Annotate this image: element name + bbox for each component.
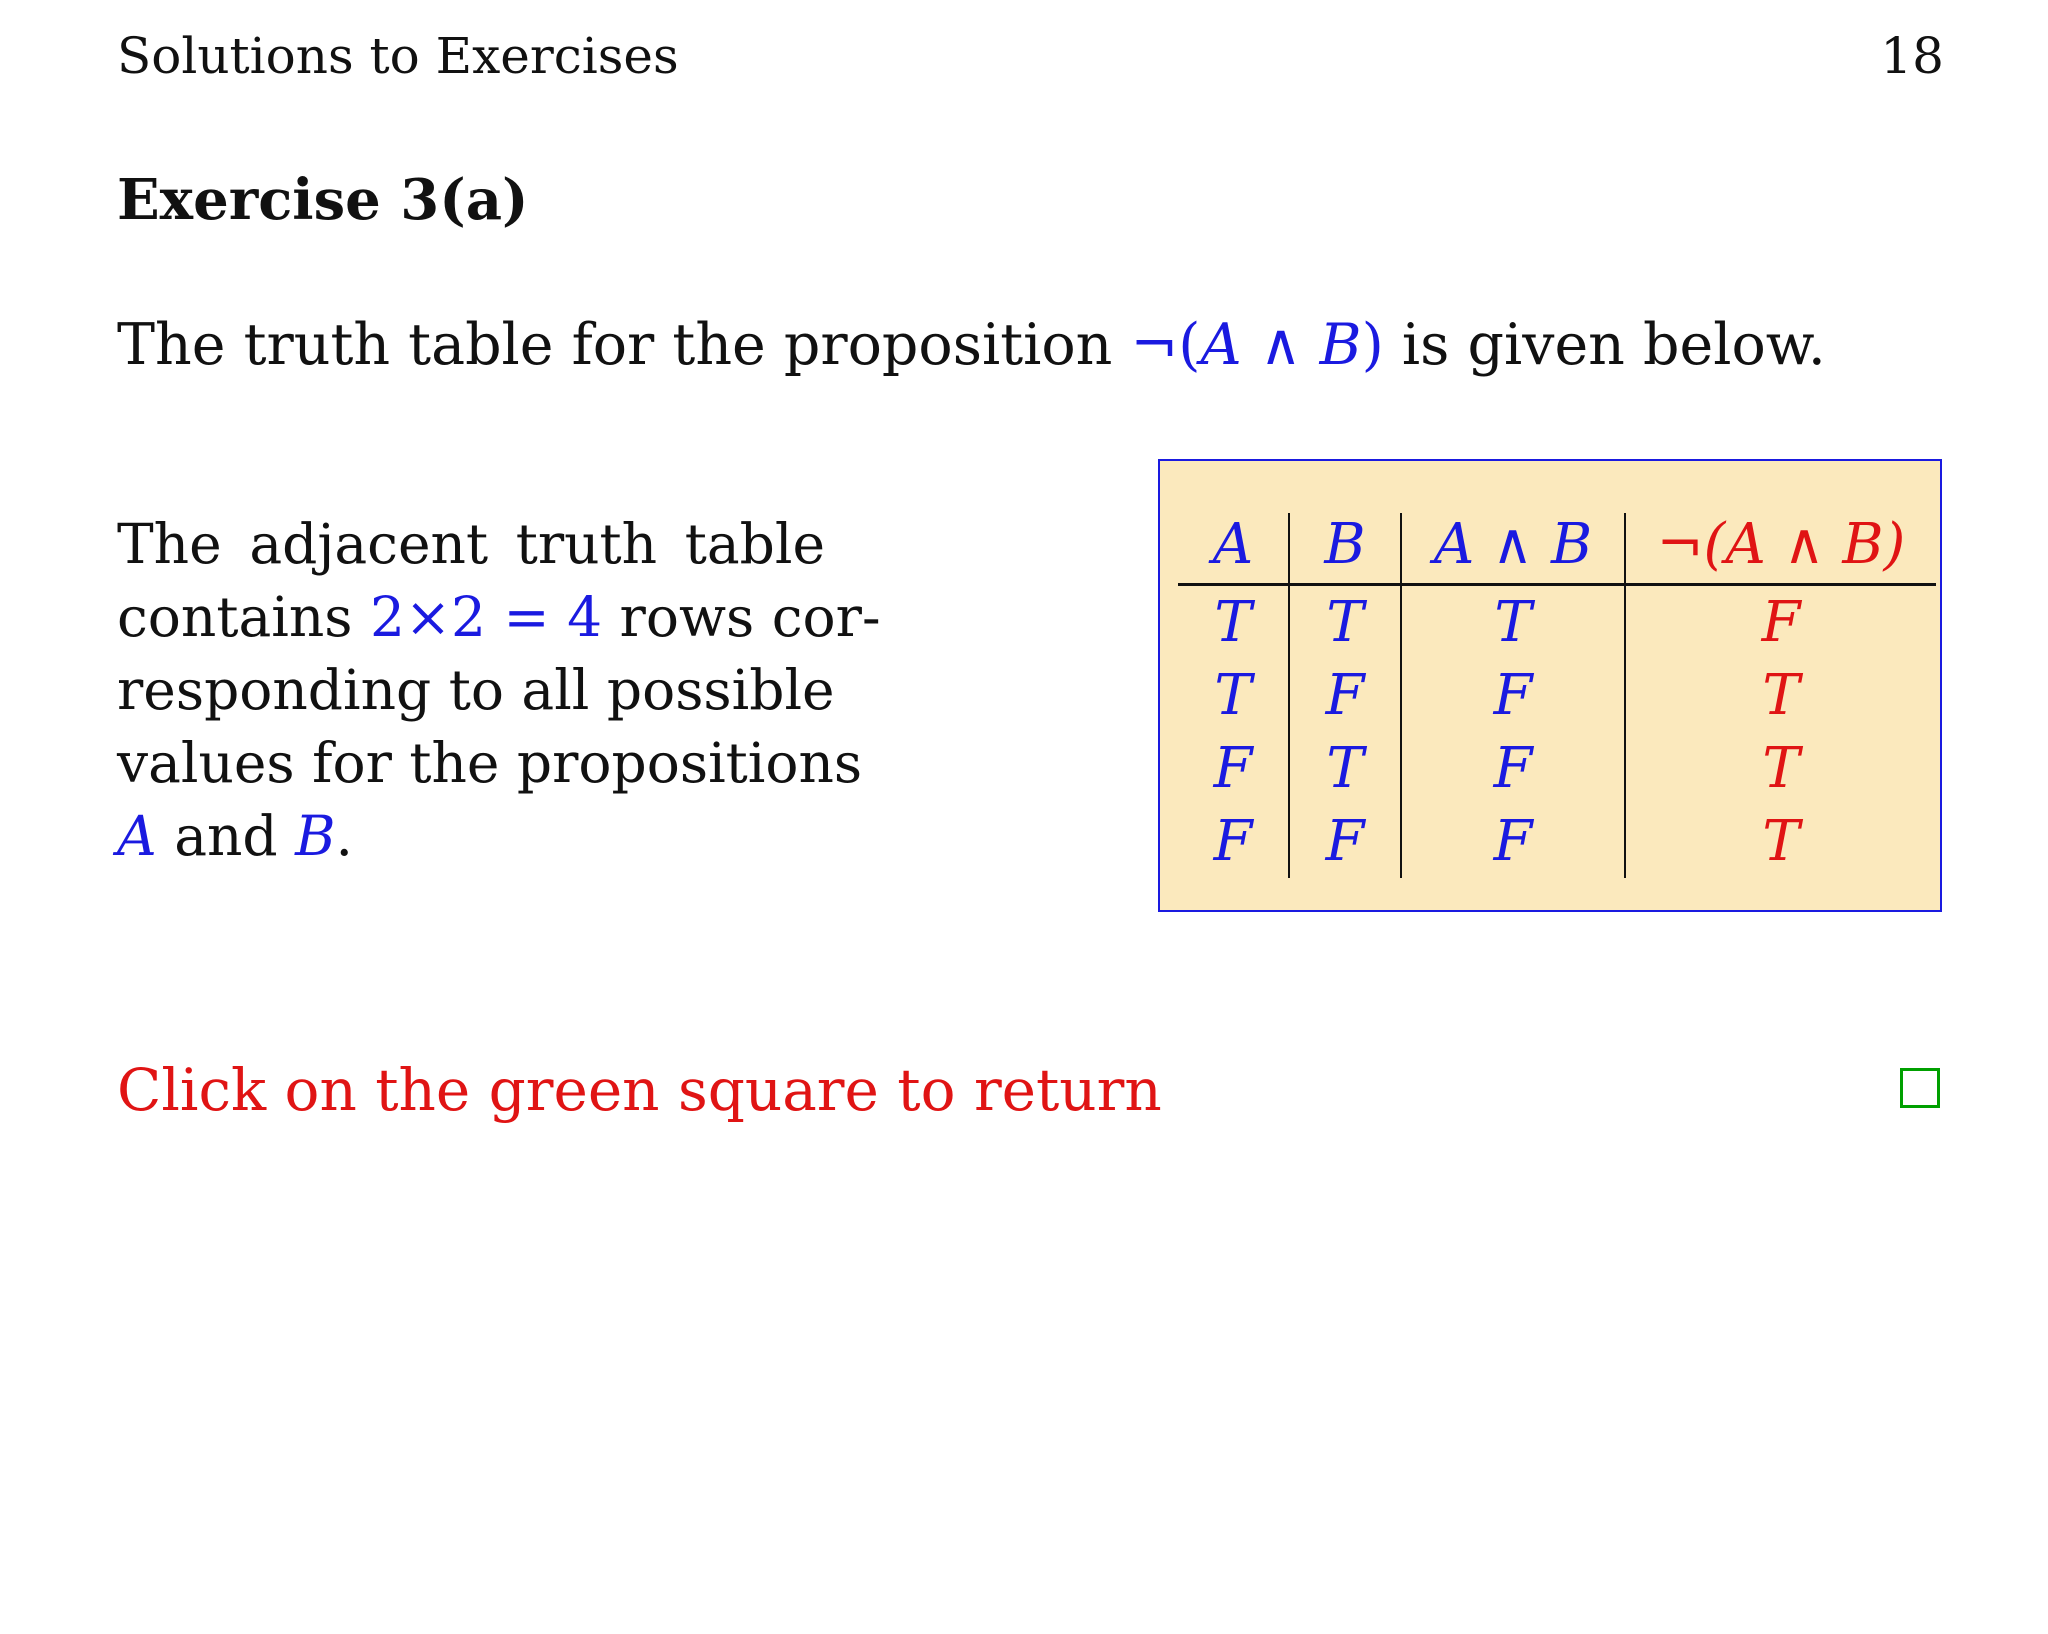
intro-text-end: is given below. (1383, 312, 1826, 378)
paragraph-text: . (335, 804, 354, 868)
table-cell: T (1289, 585, 1401, 660)
running-header: Solutions to Exercises (117, 27, 679, 85)
paragraph-line: values for the propositions (117, 731, 863, 795)
table-cell: T (1762, 663, 1800, 728)
table-cell: F (1401, 805, 1625, 878)
column-header-a-and-b: A ∧ B (1401, 513, 1625, 585)
table-cell: F (1401, 659, 1625, 732)
row-count-formula: 2×2 = 4 (369, 585, 603, 649)
table-cell: T (1762, 736, 1800, 801)
variable-a: A (117, 804, 157, 868)
intro-sentence (117, 312, 1826, 378)
table-cell: F (1289, 805, 1401, 878)
table-cell: F (1761, 590, 1801, 655)
table-cell: F (1289, 659, 1401, 732)
intro-text: The truth table for the proposition (117, 312, 1131, 378)
table-row (1178, 732, 1936, 805)
table-cell: T (1401, 585, 1625, 660)
close-paren: ) (1361, 312, 1384, 378)
table-cell: T (1762, 809, 1800, 874)
paragraph-line (117, 581, 881, 654)
paragraph-line: The adjacent truth table (117, 512, 825, 576)
page-number: 18 (1880, 27, 1944, 85)
table-cell: F (1178, 805, 1289, 878)
negation-symbol: ¬ (1130, 312, 1179, 378)
table-row (1178, 659, 1936, 732)
explanation-paragraph (117, 508, 881, 873)
table-cell: F (1178, 732, 1289, 805)
truth-table (1178, 513, 1936, 878)
paragraph-line: responding to all possible (117, 658, 835, 722)
variable-b: B (295, 804, 336, 868)
return-instruction: Click on the green square to return (117, 1056, 1162, 1124)
and-symbol: ∧ (1241, 312, 1320, 378)
table-cell: T (1289, 732, 1401, 805)
exercise-title: Exercise 3(a) (117, 167, 529, 233)
table-cell: T (1178, 659, 1289, 732)
variable-a: A (1200, 312, 1242, 378)
column-header-not-a-and-b: ¬(A ∧ B) (1625, 513, 1936, 585)
table-cell: F (1401, 732, 1625, 805)
column-header-a: A (1178, 513, 1289, 585)
table-row (1178, 585, 1936, 660)
paragraph-text: and (156, 804, 296, 868)
truth-table-box (1158, 459, 1942, 912)
paragraph-line (117, 800, 825, 873)
table-header-row (1178, 513, 1936, 585)
return-square-button[interactable] (1900, 1068, 1940, 1108)
paragraph-text: rows cor- (602, 585, 881, 649)
open-paren: ( (1178, 312, 1201, 378)
paragraph-text: contains (117, 585, 370, 649)
column-header-b: B (1289, 513, 1401, 585)
table-cell: T (1178, 585, 1289, 660)
variable-b: B (1319, 312, 1362, 378)
table-row (1178, 805, 1936, 878)
proposition-formula (1131, 312, 1384, 378)
